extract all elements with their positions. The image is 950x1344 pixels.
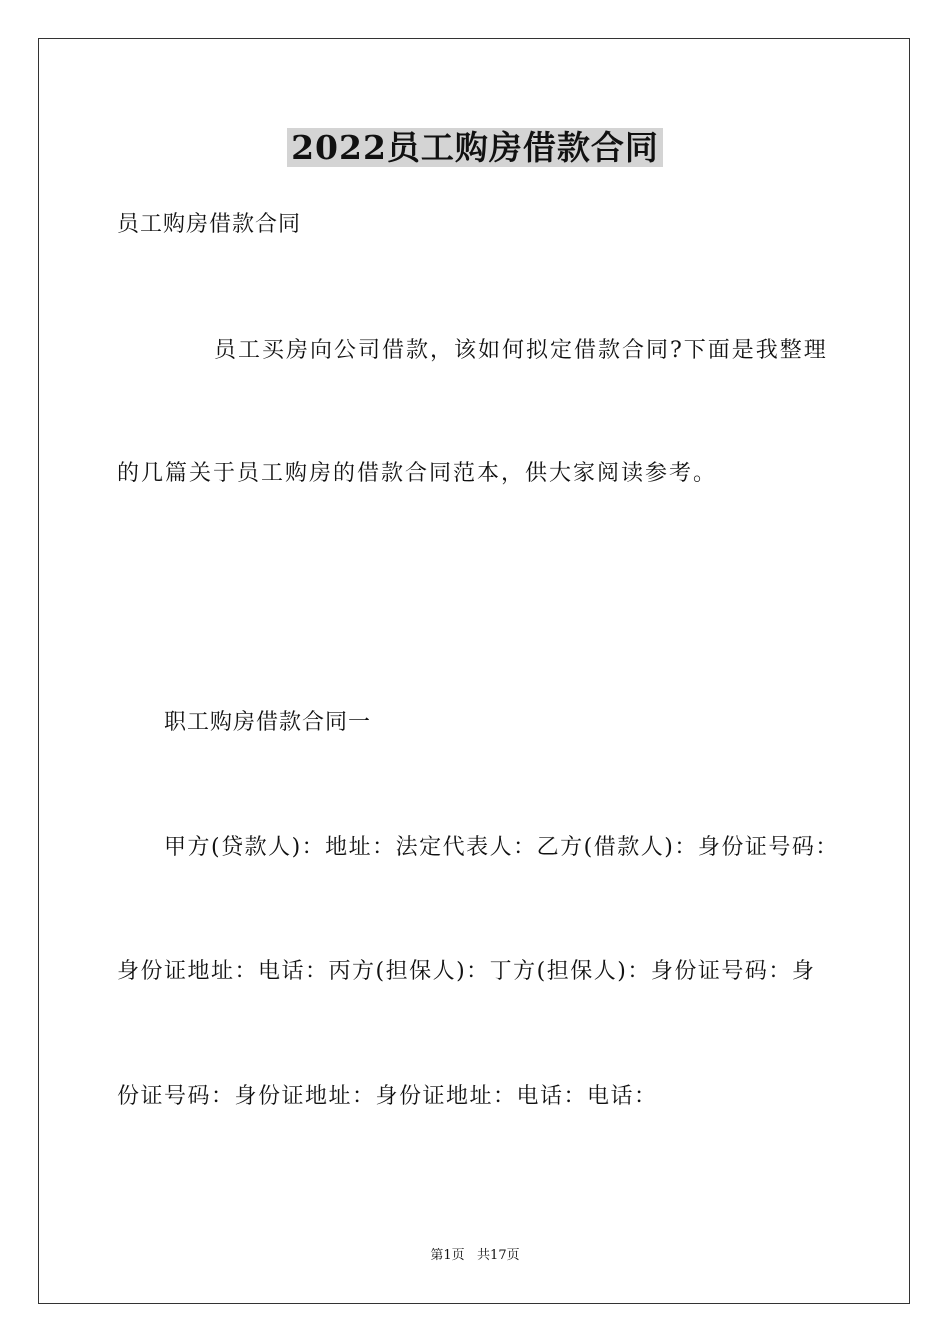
document-title <box>0 127 950 169</box>
page-footer: 第1页 共17页 <box>430 1248 520 1263</box>
parties-line-3: 份证号码：身份证地址：身份证地址：电话：电话： <box>117 1084 658 1109</box>
title-text: 2022员工购房借款合同 <box>287 128 663 167</box>
section-heading: 职工购房借款合同一 <box>164 710 372 735</box>
intro-paragraph-line-1: 员工买房向公司借款，该如何拟定借款合同?下面是我整理 <box>214 338 828 363</box>
document-subtitle: 员工购房借款合同 <box>117 212 302 237</box>
intro-paragraph-line-2: 的几篇关于员工购房的借款合同范本，供大家阅读参考。 <box>117 461 718 486</box>
parties-line-1: 甲方(贷款人)：地址：法定代表人：乙方(借款人)：身份证号码： <box>164 835 839 860</box>
parties-line-2: 身份证地址：电话：丙方(担保人)：丁方(担保人)：身份证号码：身 <box>117 959 816 984</box>
